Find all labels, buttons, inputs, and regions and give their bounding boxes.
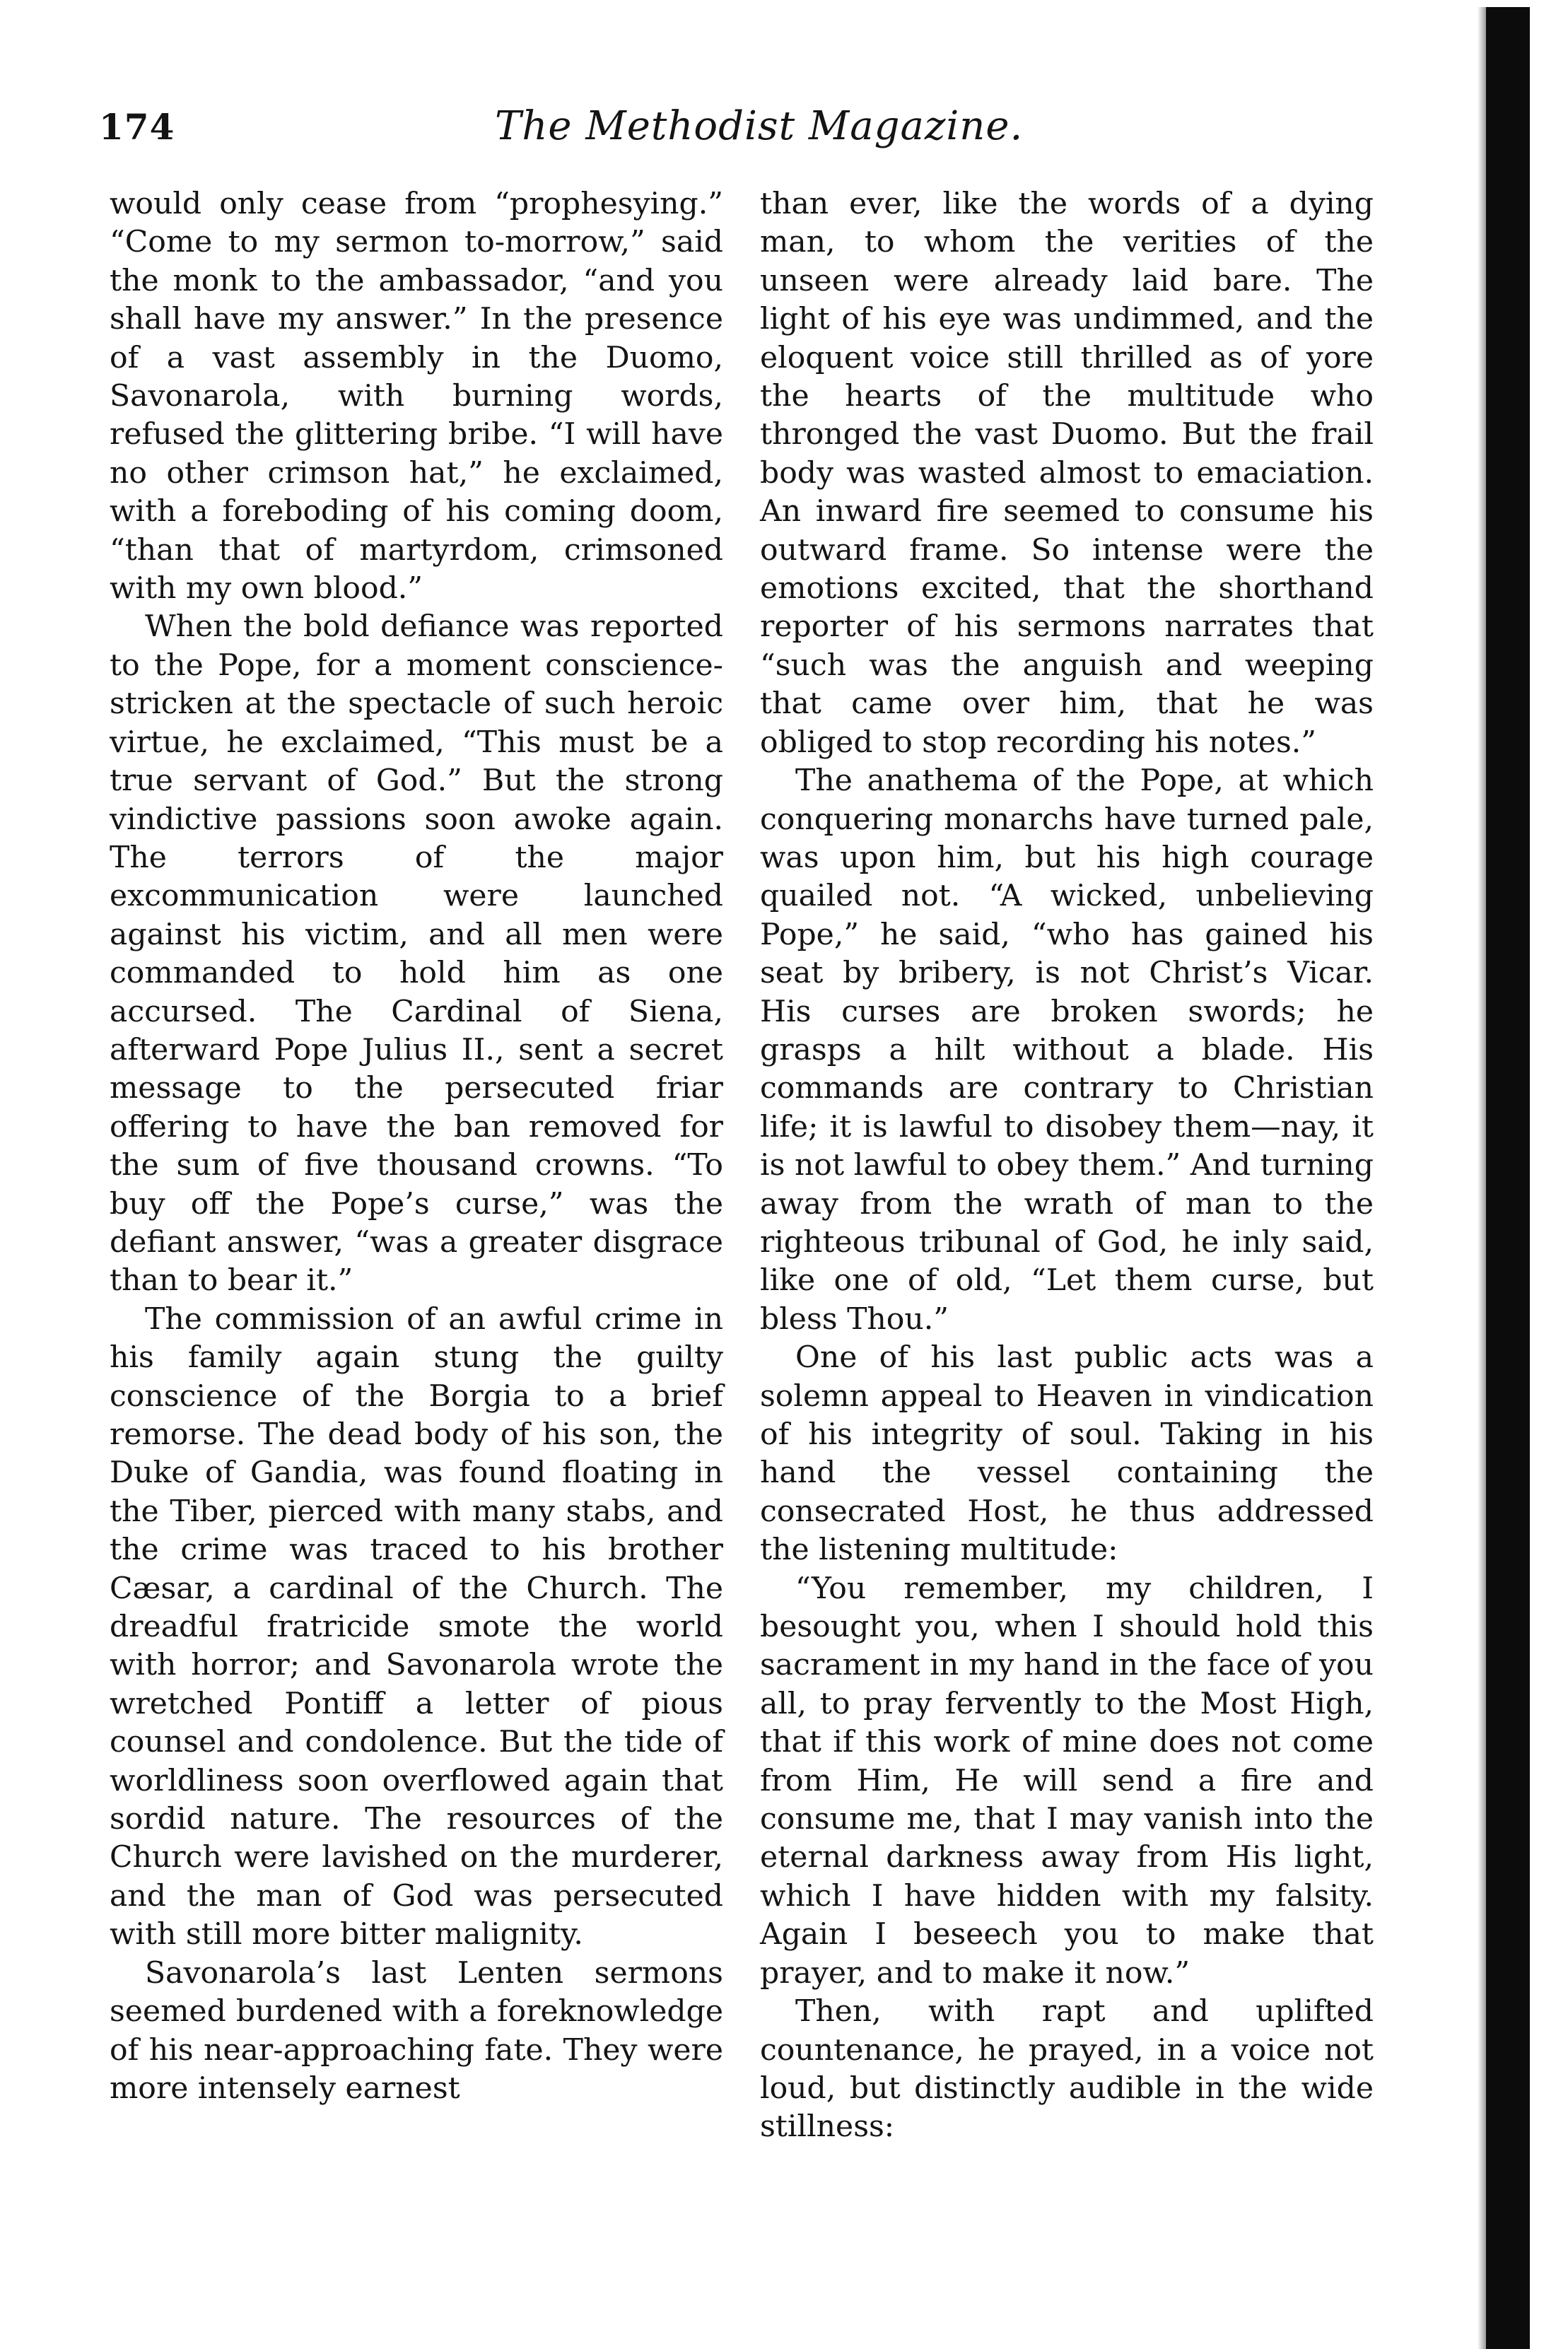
- running-title: The Methodist Magazine.: [495, 103, 1024, 149]
- paragraph: Savonarola’s last Lenten sermons seemed burdened with a foreknowledge of his near-approaching fate. They were more intensely earnest: [110, 1955, 723, 2106]
- paragraph: would only cease from “prophesying.” “Come to my sermon to-morrow,” said the monk to the ambassador, “and you shall have my answer.” In the presence of a vast assembly in the Duomo, Savonarola, with burning words, refused the glittering bribe. “I will have no other crimson hat,” he exclaimed, with a foreboding of his coming doom, “than that of martyrdom, crimsoned with my own blood.”: [110, 187, 723, 607]
- paragraph: When the bold defiance was reported to the Pope, for a moment conscience-stricken at the spectacle of such heroic virtue, he exclaimed, “This must be a true servant of God.” But the strong vindictive passions soon awoke again. The terrors of the major excommunication were launched against his victim, and all men were commanded to hold him as one accursed. The Cardinal of Siena, afterward Pope Julius II., sent a secret message to the persecuted friar offering to have the ban removed for the sum of five thousand crowns. “To buy off the Pope’s curse,” was the defiant answer, “was a greater disgrace than to bear it.”: [110, 609, 723, 1299]
- paragraph: “You remember, my children, I besought you, when I should hold this sacrament in my hand in the face of you all, to pray fervently to the Most High, that if this work of mine does not come from Him, He will send a fire and consume me, that I may vanish into the eternal darkness away from His light, which I have hidden with my falsity. Again I beseech you to make that prayer, and to make it now.”: [760, 1571, 1374, 1991]
- scan-binding-edge: [1486, 7, 1530, 2349]
- paragraph: Then, with rapt and uplifted countenance, he prayed, in a voice not loud, but distinctly audible in the wide stillness:: [760, 1994, 1374, 2145]
- paragraph: The commission of an awful crime in his family again stung the guilty conscience of the Borgia to a brief remorse. The dead body of his son, the Duke of Gandia, was found floating in the Tiber, pierced with many stabs, and the crime was traced to his brother Cæsar, a cardinal of the Church. The dreadful fratricide smote the world with horror; and Savonarola wrote the wretched Pontiff a letter of pious counsel and condolence. But the tide of worldliness soon overflowed again that sordid nature. The resources of the Church were lavished on the murderer, and the man of God was persecuted with still more bitter malignity.: [110, 1301, 723, 1952]
- page-number: 174: [99, 106, 175, 148]
- paragraph: One of his last public acts was a solemn appeal to Heaven in vindication of his integrity of soul. Taking in his hand the vessel containing the consecrated Host, he thus addressed the listening multitude:: [760, 1340, 1374, 1568]
- left-column: [110, 185, 723, 2108]
- right-column: [760, 185, 1374, 2147]
- paragraph: than ever, like the words of a dying man, to whom the verities of the unseen were already laid bare. The light of his eye was undimmed, and the eloquent voice still thrilled as of yore the hearts of the multitude who thronged the vast Duomo. But the frail body was wasted almost to emaciation. An inward fire seemed to consume his outward frame. So intense were the emotions excited, that the shorthand reporter of his sermons narrates that “such was the anguish and weeping that came over him, that he was obliged to stop recording his notes.”: [760, 187, 1374, 760]
- paragraph: The anathema of the Pope, at which conquering monarchs have turned pale, was upon him, but his high courage quailed not. “A wicked, unbelieving Pope,” he said, “who has gained his seat by bribery, is not Christ’s Vicar. His curses are broken swords; he grasps a hilt without a blade. His commands are contrary to Christian life; it is lawful to disobey them—nay, it is not lawful to obey them.” And turning away from the wrath of man to the righteous tribunal of God, he inly said, like one of old, “Let them curse, but bless Thou.”: [760, 763, 1374, 1337]
